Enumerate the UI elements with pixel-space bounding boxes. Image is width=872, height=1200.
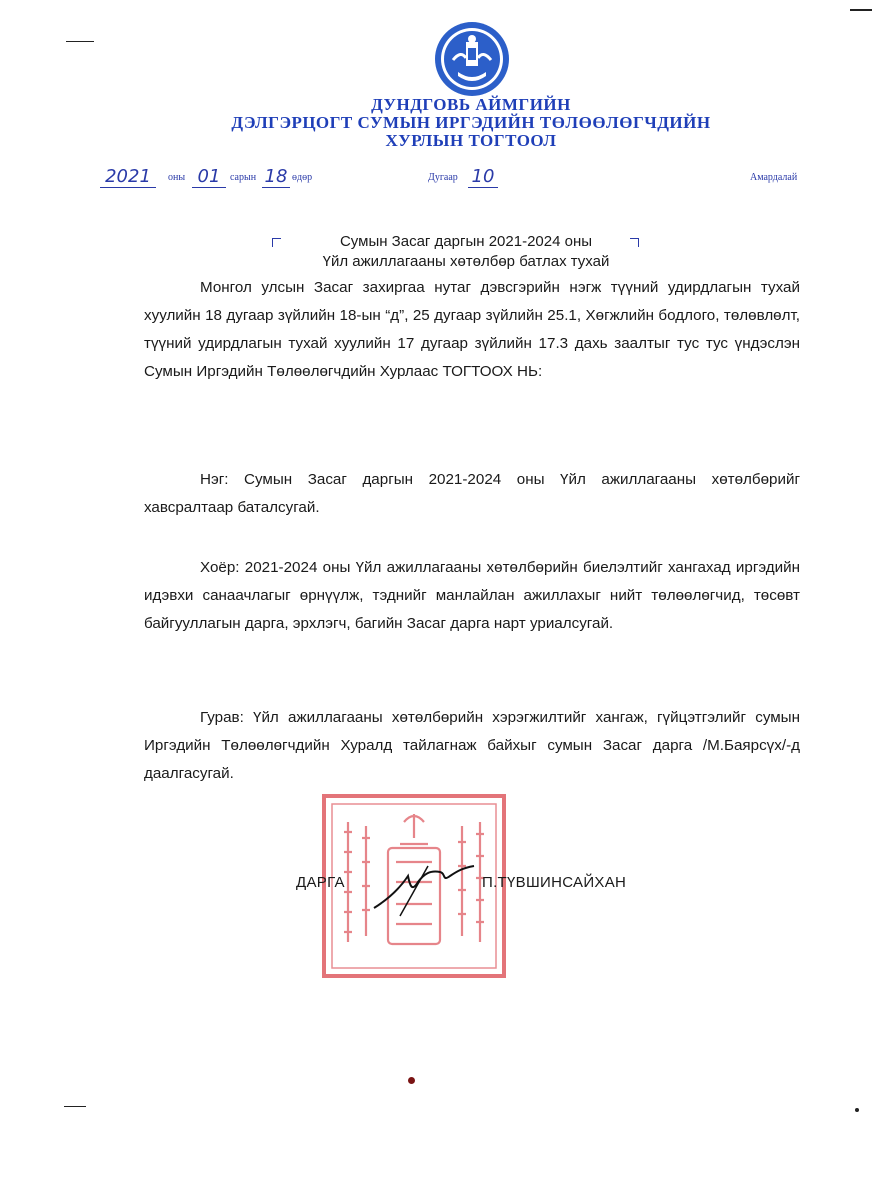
date-year: 2021 [100,166,156,188]
scan-mark [66,41,94,42]
date-day-suffix: өдөр [292,172,313,183]
resolution-number: 10 [468,166,498,188]
clause-two: Хоёр: 2021-2024 оны Үйл ажиллагааны хөтөлбөрийн биелэлтийг хангахад иргэдийн идэвхи санаачлагыг өрнүүлж, тэднийг манлайлан ажиллахыг нийт төлөөлөгчид, төсөвт байгууллагын дарга, эрхлэгч, багийн Засаг дарга нарт уриалсугай. [144,559,800,632]
header-line-council: ДЭЛГЭРЦОГТ СУМЫН ИРГЭДИЙН ТӨЛӨӨЛӨГЧДИЙН [231,113,711,132]
scan-mark [850,9,872,11]
signer-name: П.ТҮВШИНСАЙХАН [482,874,627,891]
signer-title: ДАРГА [296,874,345,891]
subject-line-2: Үйл ажиллагааны хөтөлбөр батлах тухай [322,253,610,270]
date-day: 18 [262,166,290,188]
clause-one: Нэг: Сумын Засаг даргын 2021-2024 оны Үйл ажиллагааны хөтөлбөрийг хавсралтаар баталсугай. [144,471,800,516]
resolution-subject [0,232,872,272]
header-line-aimag: ДУНДГОВЬ АЙМГИЙН [371,95,571,114]
clause-three: Гурав: Үйл ажиллагааны хөтөлбөрийн хэрэгжилтийг хангаж, гүйцэтгэлийг сумын Иргэдийн Төлөөлөгчдийн Хуралд тайлагнаж байхыг сумын Засаг дарга /М.Баярсүх/-д даалгасугай. [144,709,800,782]
date-line [100,166,810,188]
date-month-suffix: сарын [230,172,257,183]
scan-dot [855,1108,859,1112]
handwritten-signature [370,858,480,918]
header-line-resolution: ХУРЛЫН ТОГТООЛ [385,131,557,150]
scan-mark [64,1106,86,1107]
place-name: Амардалай [750,172,798,183]
date-month: 01 [192,166,226,188]
date-year-suffix: оны [168,172,186,183]
scan-dot [408,1077,415,1084]
state-emblem-icon [433,20,511,98]
subject-line-1: Сумын Засаг даргын 2021-2024 оны [339,233,593,250]
resolution-number-label: Дугаар [428,172,458,183]
preamble-paragraph: Монгол улсын Засаг захиргаа нутаг дэвсгэрийн нэгж түүний удирдлагын тухай хуулийн 18 дугаар зүйлийн 18-ын “д”, 25 дугаар зүйлийн 25.1, Хөгжлийн бодлого, төлөвлөлт, түүний удирдлагын тухай хуулийн 17 дугаар зүйлийн 17.3 дахь заалтыг тус тус үндэслэн Сумын Иргэдийн Төлөөлөгчдийн Хурлаас ТОГТООХ НЬ: [144,279,800,380]
